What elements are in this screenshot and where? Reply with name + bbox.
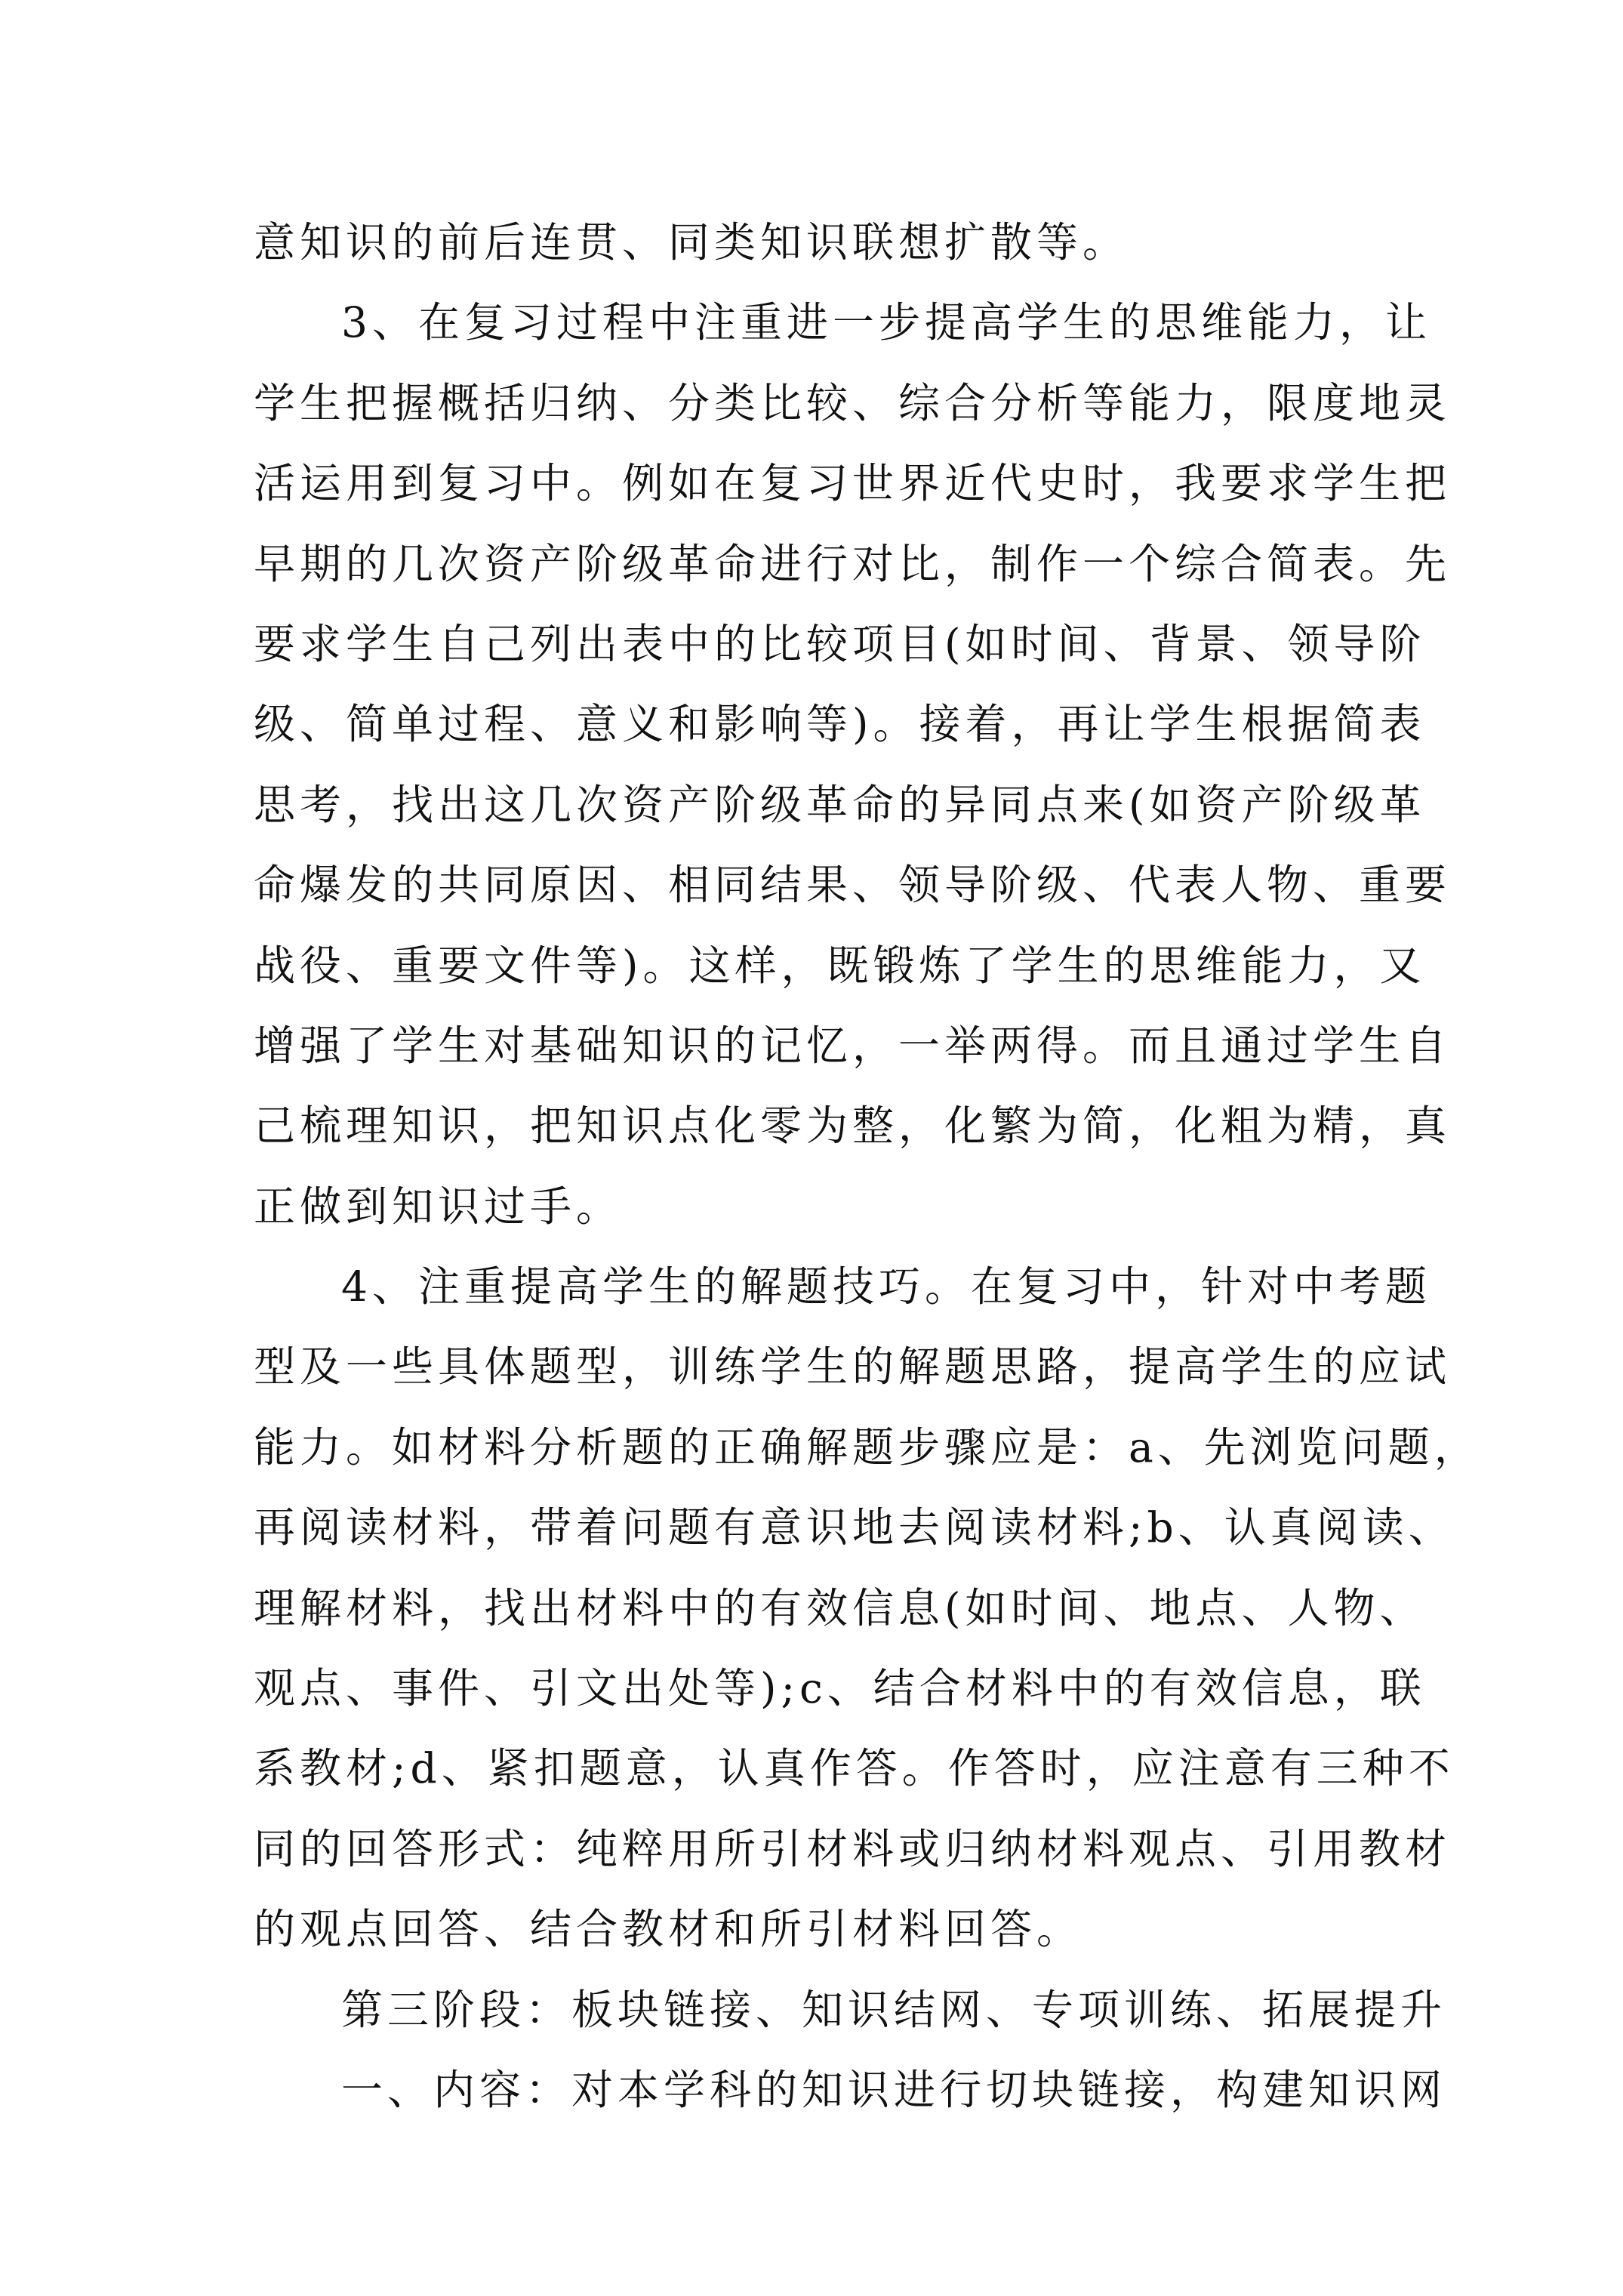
text-line: 型及一些具体题型，训练学生的解题思路，提高学生的应试 [254, 1342, 1452, 1391]
text-line: 理解材料，找出材料中的有效信息(如时间、地点、人物、 [254, 1583, 1426, 1632]
text-line: 活运用到复习中。例如在复习世界近代史时，我要求学生把 [254, 459, 1452, 508]
text-line: 第三阶段：板块链接、知识结网、专项训练、拓展提升 [341, 1985, 1447, 2034]
text-line: 系教材;d、紧扣题意，认真作答。作答时，应注意有三种不 [254, 1744, 1455, 1793]
text-line: 思考，找出这几次资产阶级革命的异同点来(如资产阶级革 [254, 780, 1426, 829]
text-line: 正做到知识过手。 [254, 1182, 623, 1231]
text-line: 早期的几次资产阶级革命进行对比，制作一个综合简表。先 [254, 539, 1452, 588]
body-text [254, 202, 1480, 2130]
text-line: 观点、事件、引文出处等);c、结合材料中的有效信息，联 [254, 1664, 1426, 1713]
text-line: 再阅读材料，带着问题有意识地去阅读材料;b、认真阅读、 [254, 1503, 1455, 1552]
text-line: 命爆发的共同原因、相同结果、领导阶级、代表人物、重要 [254, 861, 1452, 910]
text-line: 意知识的前后连贯、同类知识联想扩散等。 [254, 218, 1129, 267]
text-line: 4、注重提高学生的解题技巧。在复习中，针对中考题 [341, 1262, 1431, 1311]
text-line: 战役、重要文件等)。这样，既锻炼了学生的思维能力，又 [254, 941, 1426, 990]
text-line: 级、简单过程、意义和影响等)。接着，再让学生根据简表 [254, 700, 1426, 749]
text-line: 同的回答形式：纯粹用所引材料或归纳材料观点、引用教材 [254, 1824, 1452, 1873]
text-line: 学生把握概括归纳、分类比较、综合分析等能力，限度地灵 [254, 378, 1452, 427]
text-line: 己梳理知识，把知识点化零为整，化繁为简，化粗为精，真 [254, 1102, 1452, 1151]
text-line: 3、在复习过程中注重进一步提高学生的思维能力，让 [341, 298, 1431, 347]
text-line: 能力。如材料分析题的正确解题步骤应是：a、先浏览问题， [254, 1422, 1480, 1472]
text-line: 增强了学生对基础知识的记忆，一举两得。而且通过学生自 [254, 1021, 1452, 1070]
text-line: 要求学生自己列出表中的比较项目(如时间、背景、领导阶 [254, 619, 1426, 668]
text-line: 一、内容：对本学科的知识进行切块链接，构建知识网 [341, 2065, 1447, 2114]
text-line: 的观点回答、结合教材和所引材料回答。 [254, 1905, 1083, 1954]
